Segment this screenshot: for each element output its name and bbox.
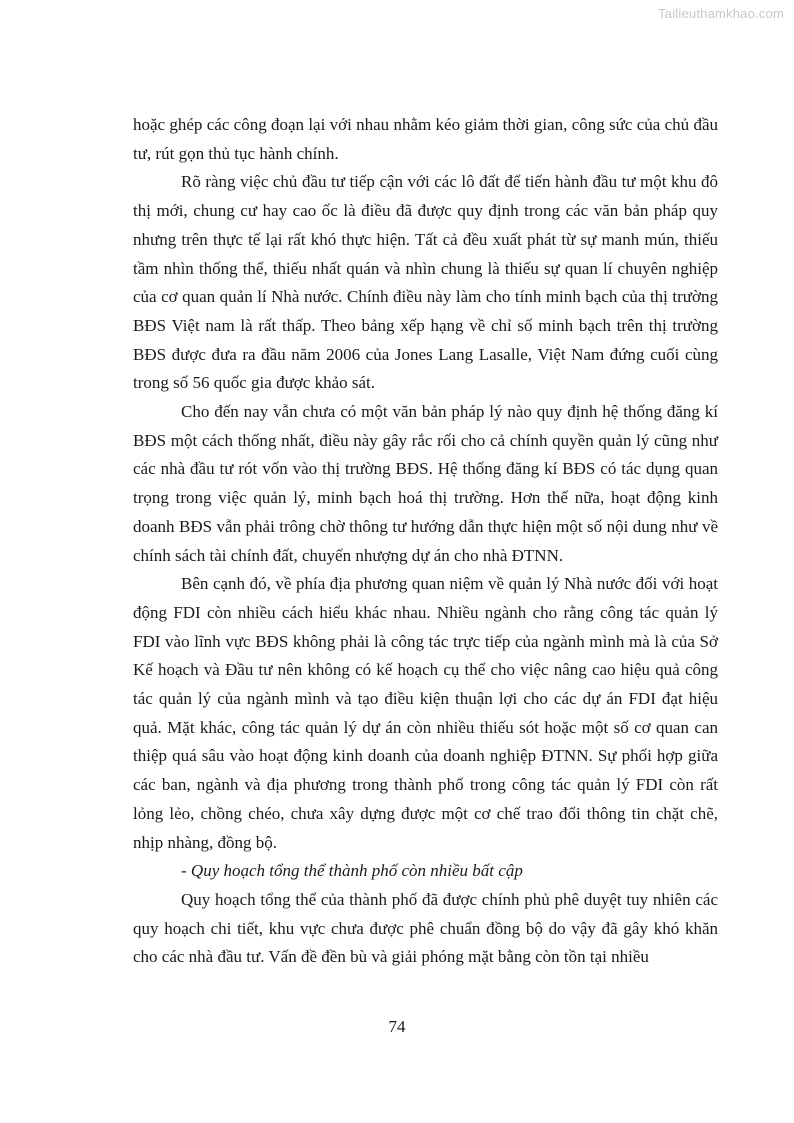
paragraph-4: Bên cạnh đó, về phía địa phương quan niệm về quản lý Nhà nước đối với hoạt động FDI còn nhiều cách hiểu khác nhau. Nhiều ngành cho rằng công tác quản lý FDI vào lĩnh vực BĐS không phải là công tác trực tiếp của ngành mình mà là của Sở Kế hoạch và Đầu tư nên không có kế hoạch cụ thể cho việc nâng cao hiệu quả công tác quản lý của ngành mình và tạo điều kiện thuận lợi cho các dự án FDI đạt hiệu quả. Mặt khác, công tác quản lý dự án còn nhiều thiếu sót hoặc một số cơ quan can thiệp quá sâu vào hoạt động kinh doanh của doanh nghiệp ĐTNN. Sự phối hợp giữa các ban, ngành và địa phương trong thành phố trong công tác quản lý FDI còn rất lỏng lẻo, chồng chéo, chưa xây dựng được một cơ chế trao đổi thông tin chặt chẽ, nhịp nhàng, đồng bộ. — [133, 574, 718, 852]
paragraph-3: Cho đến nay vẫn chưa có một văn bản pháp lý nào quy định hệ thống đăng kí BĐS một cách thống nhất, điều này gây rắc rối cho cả chính quyền quản lý cũng như các nhà đầu tư rót vốn vào thị trường BĐS. Hệ thống đăng kí BĐS có tác dụng quan trọng trong việc quản lý, minh bạch hoá thị trường. Hơn thế nữa, hoạt động kinh doanh BĐS vẫn phải trông chờ thông tư hướng dẫn thực hiện một số nội dung như về chính sách tài chính đất, chuyển nhượng dự án cho nhà ĐTNN. — [133, 402, 718, 565]
section-heading: - Quy hoạch tổng thể thành phố còn nhiều bất cập — [181, 861, 523, 881]
watermark: Tailieuthamkhao.com — [658, 6, 784, 21]
paragraph-1: hoặc ghép các công đoạn lại với nhau nhằm kéo giảm thời gian, công sức của chủ đầu tư, rút gọn thủ tục hành chính. — [133, 115, 718, 163]
paragraph-2: Rõ ràng việc chủ đầu tư tiếp cận với các lô đất để tiến hành đầu tư một khu đô thị mới, chung cư hay cao ốc là điều đã được quy định trong các văn bản pháp quy nhưng trên thực tế lại rất khó thực hiện. Tất cả đều xuất phát từ sự manh mún, thiếu tầm nhìn thống thể, thiếu nhất quán và nhìn chung là thiếu sự quan lí chuyên nghiệp của cơ quan quản lí Nhà nước. Chính điều này làm cho tính minh bạch của thị trường BĐS Việt nam là rất thấp. Theo bảng xếp hạng về chỉ số minh bạch trên thị trường BĐS được đưa ra đầu năm 2006 của Jones Lang Lasalle, Việt Nam đứng cuối cùng trong số 56 quốc gia được khảo sát. — [133, 172, 718, 393]
page-number: 74 — [388, 1017, 406, 1036]
document-body — [133, 111, 718, 972]
paragraph-5: Quy hoạch tổng thể của thành phố đã được chính phủ phê duyệt tuy nhiên các quy hoạch chi tiết, khu vực chưa được phê chuẩn đồng bộ do vậy đã gây khó khăn cho các nhà đầu tư. Vấn đề đền bù và giải phóng mặt bằng còn tồn tại nhiều — [133, 889, 718, 967]
